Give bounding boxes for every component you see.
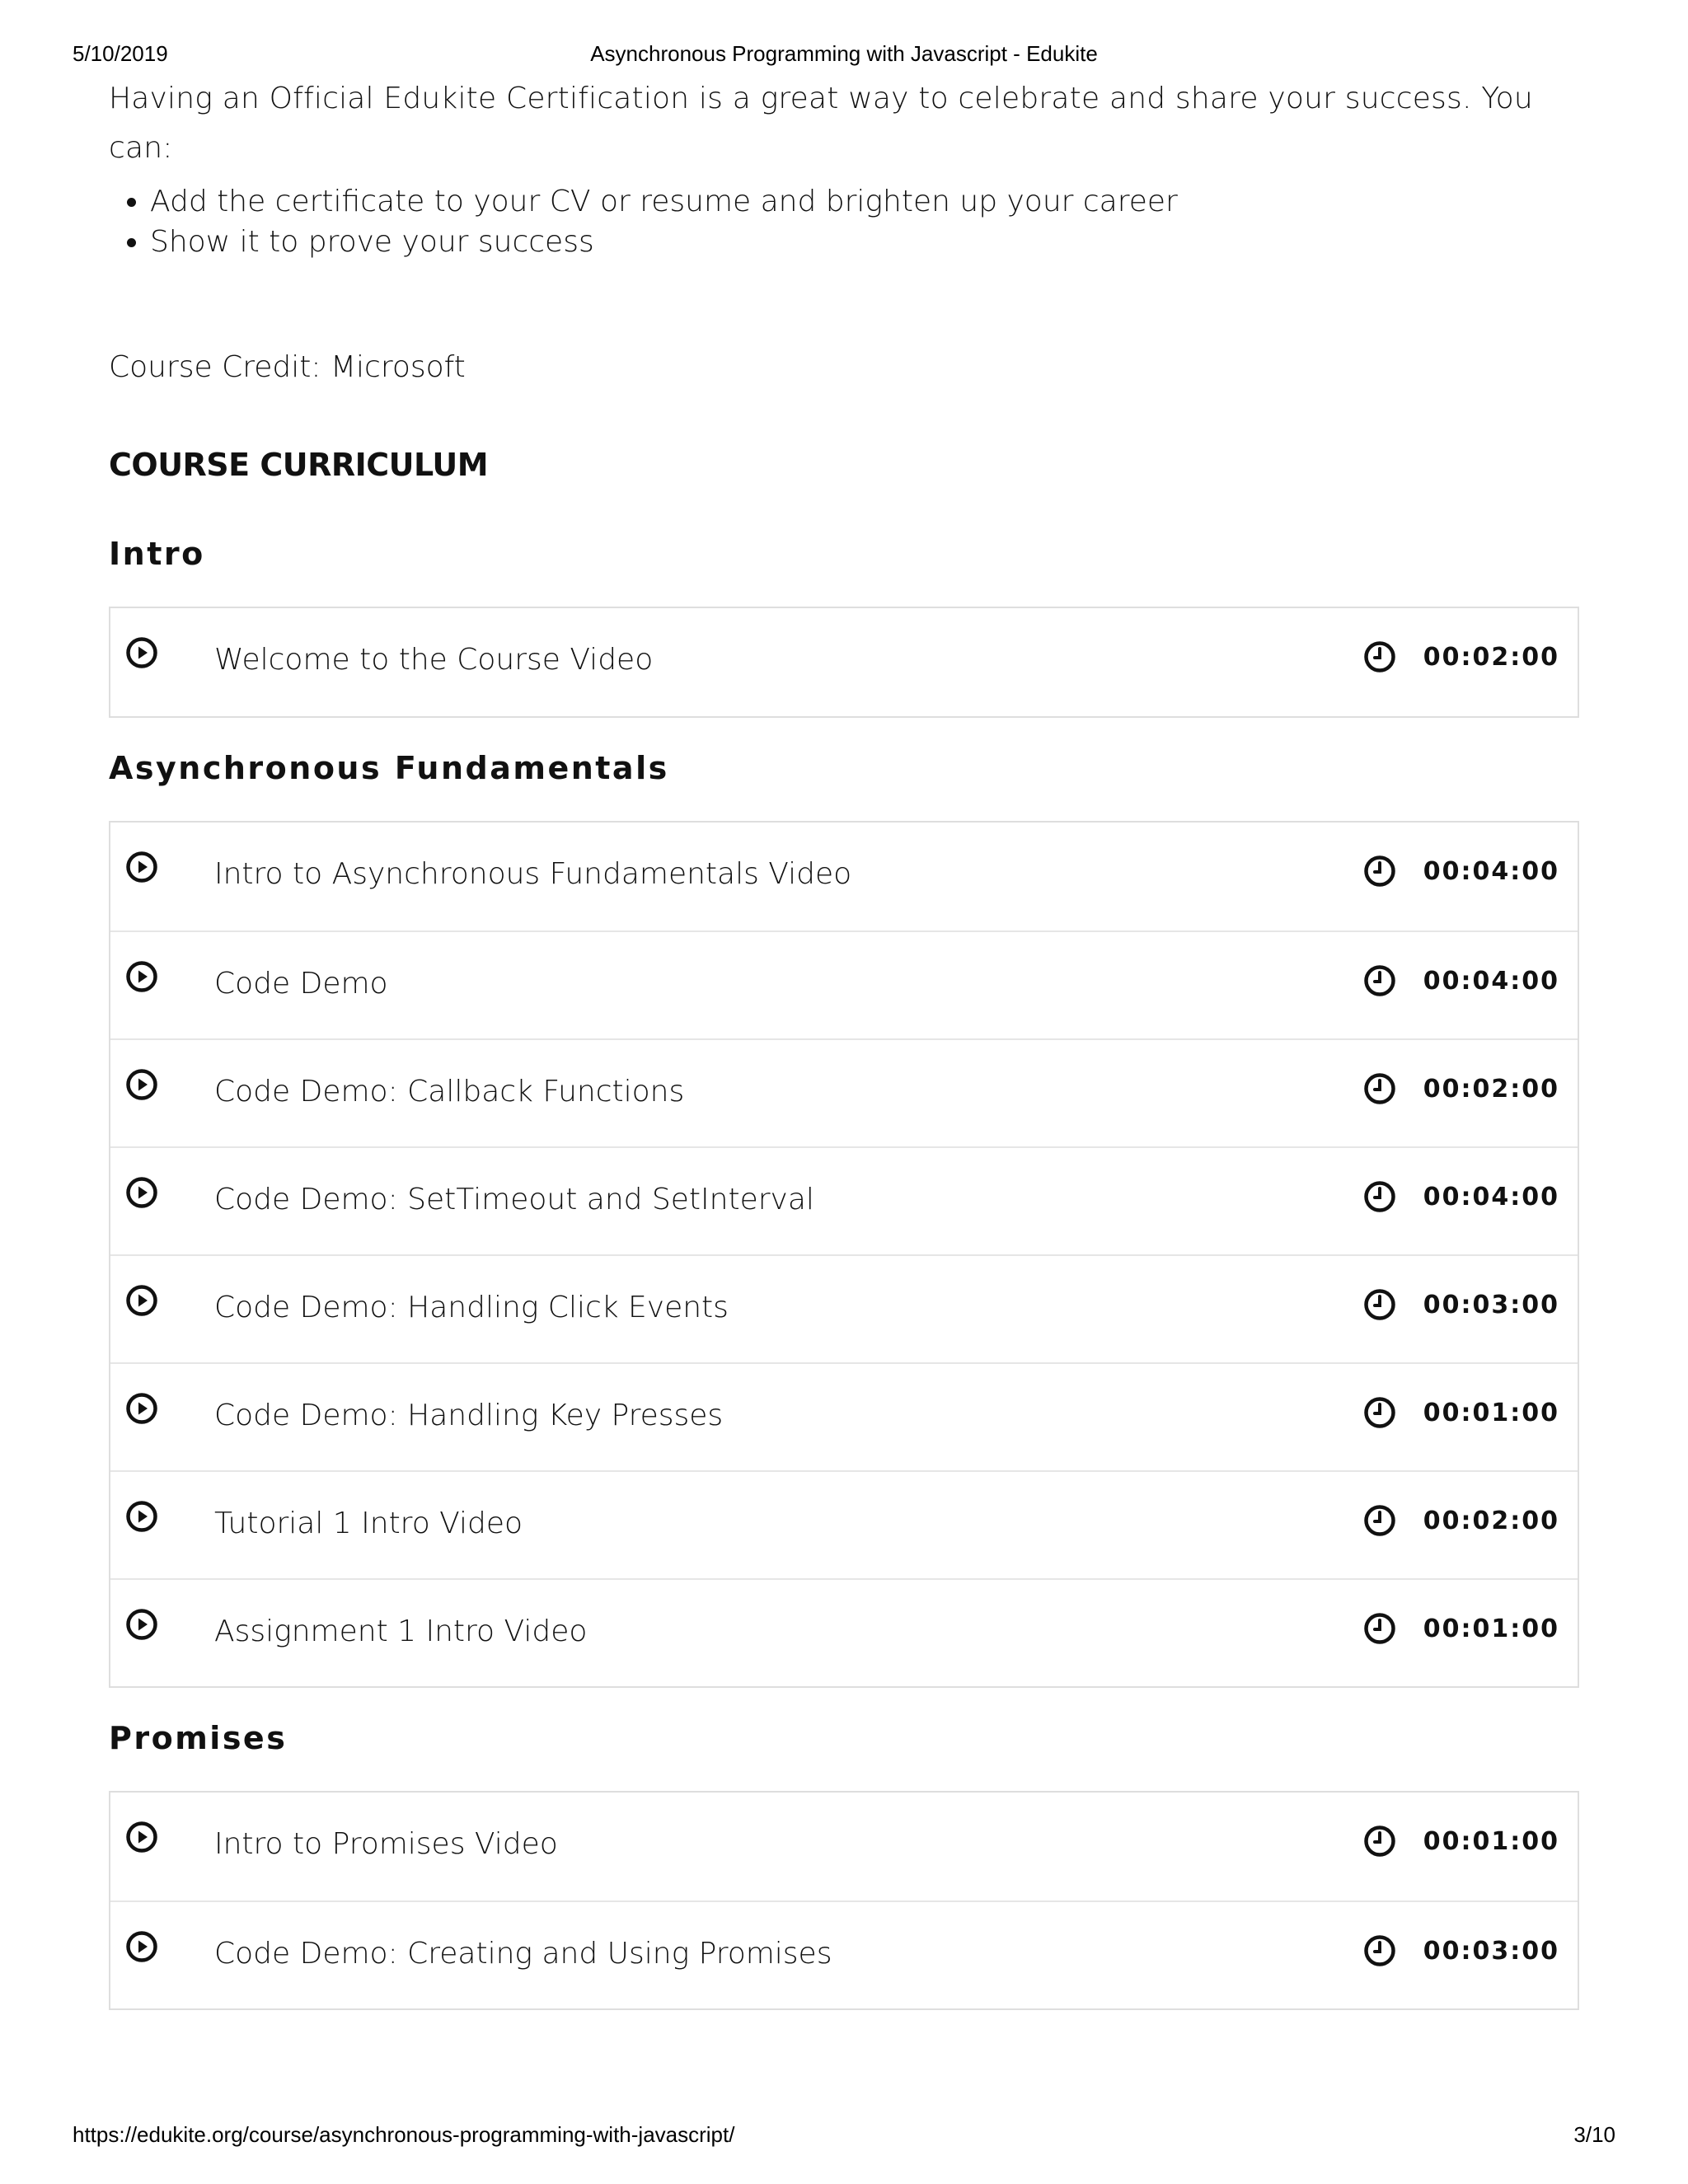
play-circle-icon: [125, 1176, 158, 1209]
lesson-row[interactable]: [110, 1900, 1578, 2008]
clock-icon: [1363, 1934, 1396, 1967]
curriculum: [109, 533, 1579, 2010]
lesson-row[interactable]: [110, 608, 1578, 716]
lesson-duration: 00:01:00: [1423, 1399, 1559, 1427]
lesson-title: Intro to Promises Video: [214, 1827, 558, 1861]
lesson-title: Assignment 1 Intro Video: [214, 1615, 588, 1648]
benefit-item: • Show it to prove your success: [150, 222, 1579, 262]
play-circle-icon: [125, 1392, 158, 1425]
section-title: Intro: [109, 536, 205, 572]
lesson-duration: 00:02:00: [1423, 643, 1559, 672]
clock-icon: [1363, 1072, 1396, 1105]
lesson-title: Code Demo: Handling Key Presses: [214, 1399, 724, 1432]
curriculum-heading: COURSE CURRICULUM: [109, 447, 489, 483]
lesson-title: Welcome to the Course Video: [214, 643, 654, 677]
play-circle-icon: [125, 1284, 158, 1317]
play-circle-icon: [125, 1930, 158, 1963]
lesson-title: Code Demo: Handling Click Events: [214, 1291, 729, 1324]
lesson-duration: 00:04:00: [1423, 857, 1559, 886]
lesson-row[interactable]: [110, 930, 1578, 1038]
benefit-item: • Add the certificate to your CV or resume and brighten up your career: [150, 181, 1579, 222]
play-circle-icon: [125, 851, 158, 883]
clock-icon: [1363, 1396, 1396, 1429]
play-circle-icon: [125, 1500, 158, 1533]
clock-icon: [1363, 964, 1396, 997]
clock-icon: [1363, 640, 1396, 673]
lesson-row[interactable]: [110, 1470, 1578, 1578]
lesson-title: Intro to Asynchronous Fundamentals Video: [214, 857, 852, 891]
lesson-duration: 00:03:00: [1423, 1937, 1559, 1966]
lesson-duration: 00:01:00: [1423, 1827, 1559, 1856]
lesson-title: Code Demo: Callback Functions: [214, 1075, 685, 1108]
play-circle-icon: [125, 960, 158, 993]
section-lessons: [109, 607, 1579, 718]
lesson-row[interactable]: [110, 1578, 1578, 1686]
clock-icon: [1363, 1612, 1396, 1645]
lesson-row[interactable]: [110, 1038, 1578, 1146]
benefits-list: [109, 181, 1579, 262]
section-title: Asynchronous Fundamentals: [109, 750, 669, 786]
clock-icon: [1363, 855, 1396, 888]
print-footer: [0, 2122, 1688, 2149]
print-header: [0, 41, 1688, 68]
section-lessons: [109, 821, 1579, 1688]
lesson-row[interactable]: [110, 823, 1578, 930]
print-page-title: Asynchronous Programming with Javascript - Edukite: [590, 41, 1098, 66]
lesson-duration: 00:02:00: [1423, 1507, 1559, 1535]
lesson-duration: 00:01:00: [1423, 1615, 1559, 1643]
clock-icon: [1363, 1504, 1396, 1537]
lesson-title: Tutorial 1 Intro Video: [214, 1507, 523, 1540]
play-circle-icon: [125, 1068, 158, 1101]
lesson-duration: 00:04:00: [1423, 1183, 1559, 1212]
lesson-title: Code Demo: [214, 967, 388, 1001]
print-date: 5/10/2019: [73, 41, 168, 66]
lesson-duration: 00:03:00: [1423, 1291, 1559, 1319]
clock-icon: [1363, 1180, 1396, 1213]
clock-icon: [1363, 1288, 1396, 1321]
course-credit: Course Credit: Microsoft: [109, 350, 466, 384]
lesson-title: Code Demo: SetTimeout and SetInterval: [214, 1183, 814, 1216]
course-content: [109, 74, 1579, 2010]
lesson-duration: 00:04:00: [1423, 967, 1559, 996]
section-title: Promises: [109, 1720, 288, 1756]
page-number: 3/10: [1573, 2122, 1615, 2147]
section-lessons: [109, 1791, 1579, 2010]
play-circle-icon: [125, 1821, 158, 1854]
page-url: https://edukite.org/course/asynchronous-programming-with-javascript/: [73, 2122, 735, 2147]
lesson-row[interactable]: [110, 1254, 1578, 1362]
lesson-title: Code Demo: Creating and Using Promises: [214, 1937, 832, 1971]
lesson-duration: 00:02:00: [1423, 1075, 1559, 1104]
lesson-row[interactable]: [110, 1793, 1578, 1900]
play-circle-icon: [125, 1608, 158, 1641]
lesson-row[interactable]: [110, 1146, 1578, 1254]
play-circle-icon: [125, 636, 158, 669]
lesson-row[interactable]: [110, 1362, 1578, 1470]
certification-intro: Having an Official Edukite Certification is a great way to celebrate and share your success. You can:: [109, 82, 1533, 165]
clock-icon: [1363, 1825, 1396, 1858]
